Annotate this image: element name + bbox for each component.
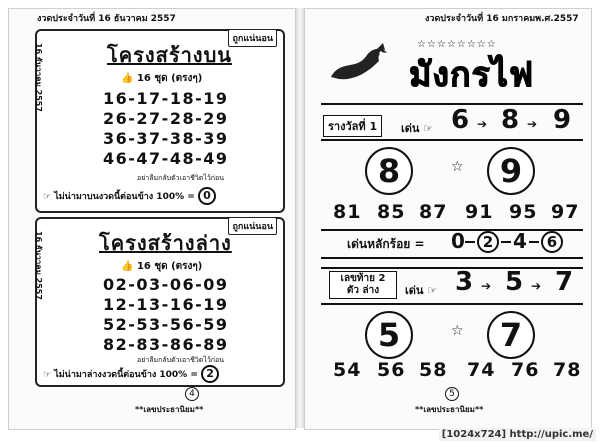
stars-decoration: ☆☆☆☆☆☆☆☆: [417, 39, 497, 50]
lower-guarantee-tag: ถูกแน่นอน: [228, 217, 277, 235]
prize1-digit-2: 8: [501, 105, 520, 135]
dash-separator: [529, 241, 539, 243]
top-num-4: 91: [465, 201, 494, 223]
bottom-num-1: 54: [333, 359, 362, 381]
upper-structure-box: [35, 29, 285, 213]
upper-small-note: อย่าลืมกลับตัวเอาชีวิตไว้ก่อน: [137, 174, 225, 182]
hundreds-digit-1: 0: [451, 229, 465, 253]
star-icon: ☆: [451, 323, 464, 339]
big-circle-right: 9: [487, 147, 535, 195]
arrow-right-icon: ➔: [531, 279, 542, 293]
thumbs-up-icon: 👍: [121, 261, 137, 272]
lower-side-date: 16 ธันวาคม 2557: [34, 231, 43, 300]
dash-separator: [465, 241, 475, 243]
upper-guarantee-tag: ถูกแน่นอน: [228, 29, 277, 47]
upper-sub: [121, 71, 202, 86]
upper-sub-text: 16 ชุด (ตรงๆ): [136, 73, 203, 84]
prize1-run-label: [401, 119, 433, 137]
pointing-hand-icon: ☞: [43, 370, 55, 380]
last2-digit-1: 3: [455, 267, 474, 297]
hundreds-digit-4: 6: [541, 231, 563, 253]
pointing-hand-icon: ☞: [419, 122, 434, 135]
last2-run-label-text: เด่น: [405, 284, 424, 297]
hundreds-digit-2: 2: [477, 231, 499, 253]
prize1-label: รางวัลที่ 1: [323, 115, 382, 137]
bottom-num-6: 78: [553, 359, 582, 381]
last2-digit-2: 5: [505, 267, 524, 297]
dash-separator: [501, 241, 511, 243]
upper-no-digit: 0: [198, 187, 216, 205]
upper-title: โครงสร้างบน: [107, 43, 232, 67]
lower-line-2: 12-13-16-19: [103, 295, 229, 314]
lower-line-1: 02-03-06-09: [103, 275, 229, 294]
dragon-icon: [327, 41, 393, 85]
lower-no-line: [43, 365, 279, 383]
lower-title: โครงสร้างล่าง: [99, 231, 232, 255]
upper-line-2: 26-27-28-29: [103, 109, 229, 128]
upper-line-3: 36-37-38-39: [103, 129, 229, 148]
lower-line-4: 82-83-86-89: [103, 335, 229, 354]
last2-label: เลขท้าย 2 ตัว ล่าง: [329, 271, 397, 299]
upper-line-1: 16-17-18-19: [103, 89, 229, 108]
hundreds-label: เด่นหลักร้อย =: [347, 237, 425, 251]
top-num-1: 81: [333, 201, 362, 223]
lower-line-3: 52-53-56-59: [103, 315, 229, 334]
bottom-num-5: 76: [511, 359, 540, 381]
left-footer: **เลขประธานิยม**: [135, 405, 204, 414]
lower-no-digit: 2: [201, 365, 219, 383]
bottom-num-2: 56: [377, 359, 406, 381]
big2-circle-left: 5: [365, 311, 413, 359]
lower-sub: [121, 259, 202, 274]
arrow-right-icon: ➔: [481, 279, 492, 293]
big2-circle-right: 7: [487, 311, 535, 359]
lower-sub-text: 16 ชุด (ตรงๆ): [136, 261, 203, 272]
top-num-5: 95: [509, 201, 538, 223]
bottom-num-4: 74: [467, 359, 496, 381]
book-spine: [296, 8, 304, 428]
upper-line-4: 46-47-48-49: [103, 149, 229, 168]
last2-run-label: [405, 281, 437, 299]
right-page-number: 5: [445, 387, 459, 401]
hundreds-digit-3: 4: [513, 229, 527, 253]
upper-no-line-text: ไม่น่ามาบนงวดนี้ต่อนข้าง 100% =: [54, 192, 195, 202]
top-num-3: 87: [419, 201, 448, 223]
watermark-link[interactable]: [1024x724] http://upic.me/: [439, 428, 596, 441]
top-num-2: 85: [377, 201, 406, 223]
bottom-num-3: 58: [419, 359, 448, 381]
left-page: [8, 8, 296, 430]
top-num-6: 97: [551, 201, 580, 223]
brand-title: มังกรไฟ: [409, 55, 535, 95]
upper-side-date: 16 ธันวาคม 2557: [34, 43, 43, 112]
pointing-hand-icon: ☞: [43, 192, 55, 202]
pointing-hand-icon: ☞: [423, 284, 438, 297]
big-circle-left: 8: [365, 147, 413, 195]
right-page: [304, 8, 592, 430]
left-page-number: 4: [185, 387, 199, 401]
right-date-top: งวดประจำวันที่ 16 มกราคมพ.ศ.2557: [425, 14, 579, 24]
upper-no-line: [43, 187, 279, 205]
thumbs-up-icon: 👍: [121, 73, 137, 84]
lower-small-note: อย่าลืมกลับตัวเอาชีวิตไว้ก่อน: [137, 356, 225, 364]
prize1-digit-1: 6: [451, 105, 470, 135]
prize1-digit-3: 9: [553, 105, 572, 135]
prize1-run-label-text: เด่น: [401, 122, 420, 135]
last2-digit-3: 7: [555, 267, 574, 297]
left-date-top: งวดประจำวันที่ 16 ธันวาคม 2557: [37, 14, 176, 24]
lower-structure-box: [35, 217, 285, 387]
arrow-right-icon: ➔: [477, 117, 488, 131]
star-icon: ☆: [451, 159, 464, 175]
lower-no-line-text: ไม่น่ามาล่างงวดนี้ต่อนข้าง 100% =: [54, 370, 198, 380]
right-footer: **เลขประธานิยม**: [415, 405, 484, 414]
arrow-right-icon: ➔: [527, 117, 538, 131]
